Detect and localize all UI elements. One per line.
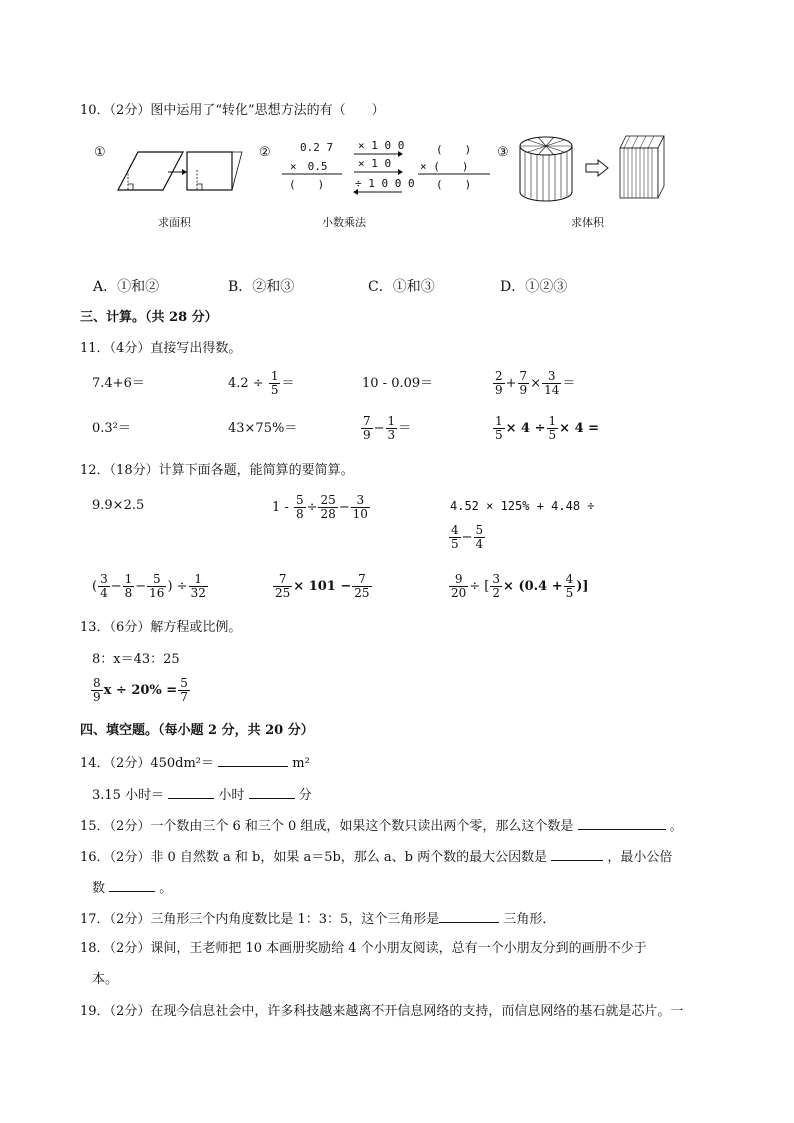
q12-a3-line2: $\frac{4}{5}$ − $\frac{5}{4}$ bbox=[451, 523, 484, 551]
fig2-op-1000: ÷ 1 0 0 0 bbox=[355, 177, 415, 190]
fig2-multiplier: × 0.5 bbox=[290, 160, 328, 173]
fig2-arrows bbox=[352, 150, 404, 196]
q11-b3: $\frac{7}{9}$ − $\frac{1}{3}$ ＝ bbox=[363, 414, 412, 442]
q13-e1: 8：x＝43：25 bbox=[92, 652, 180, 667]
q11-b1: 0.3²＝ bbox=[92, 421, 131, 436]
q17: 17．（2分）三角形三个内角度数比是 1：3：5，这个三角形是 三角形． bbox=[80, 908, 555, 929]
q11-b2: 43×75%＝ bbox=[228, 421, 298, 436]
section-4-heading: 四、填空题。（每小题 2 分，共 20 分） bbox=[80, 723, 314, 738]
q17-blank[interactable] bbox=[439, 908, 499, 923]
q12-b2: $\frac{7}{25}$ × 101 − $\frac{7}{25}$ bbox=[275, 572, 370, 600]
cylinder-to-cuboid-figure bbox=[516, 134, 668, 204]
q12-a2: 1 - $\frac{5}{8}$ ÷ $\frac{25}{28}$ − $\frac{3}{10}$ bbox=[272, 493, 368, 521]
q19-line1: 19．（2分）在现今信息社会中，许多科技越来越离不开信息网络的支持，而信息网络的基石就是芯片。一 bbox=[80, 1004, 684, 1019]
q16-line2: 数 。 bbox=[92, 877, 172, 898]
q18-line2: 本。 bbox=[92, 972, 119, 987]
fig2-result-blank-3: ( ) bbox=[436, 178, 472, 191]
fig2-result-blank-2: × ( ) bbox=[420, 160, 469, 173]
section-3-heading: 三、计算。（共 28 分） bbox=[80, 310, 218, 325]
fig1-caption: 求面积 bbox=[158, 216, 191, 229]
q11-a4: $\frac{2}{9}$ + $\frac{7}{9}$ × $\frac{3}{14}$ ＝ bbox=[495, 369, 576, 397]
q15: 15．（2分）一个数由三个 6 和三个 0 组成，如果这个数只读出两个零，那么这个数是 。 bbox=[80, 815, 683, 836]
q14-blank-3[interactable] bbox=[249, 784, 295, 799]
fig2-number: ② bbox=[259, 145, 271, 160]
fig2-product-blank: ( ) bbox=[289, 178, 325, 191]
q13-stem: 13．（6分）解方程或比例。 bbox=[80, 620, 242, 635]
q10-stem: 10．（2分）图中运用了“转化”思想方法的有（ ） bbox=[80, 103, 385, 118]
fig1-number: ① bbox=[94, 145, 106, 160]
parallelogram-to-rectangle-figure bbox=[98, 148, 248, 196]
q14-line2: 3.15 小时＝ 小时 分 bbox=[92, 784, 312, 805]
q12-a3-line1: 4.52 × 125% + 4.48 ÷ bbox=[450, 499, 595, 513]
q13-e2: $\frac{8}{9}$ x ÷ 20% = $\frac{5}{7}$ bbox=[93, 676, 188, 704]
q14-blank-1[interactable] bbox=[218, 752, 288, 767]
q18-line1: 18．（2分）课间，王老师把 10 本画册奖励给 4 个小朋友阅读，总有一个小朋友分到的画册不少于 bbox=[80, 941, 647, 956]
q11-a2: 4.2 ÷ $\frac{1}{5}$ ＝ bbox=[228, 369, 295, 397]
q14-blank-2[interactable] bbox=[168, 784, 214, 799]
q12-b3: $\frac{9}{20}$ ÷ [ $\frac{3}{2}$ × (0.4 + $\frac{4}{5}$ )] bbox=[451, 572, 589, 600]
q14-line1: 14．（2分）450dm²＝ m² bbox=[80, 752, 310, 773]
fig2-op-100: × 1 0 0 bbox=[358, 139, 405, 152]
q11-b4: $\frac{1}{5}$ × 4 ÷ $\frac{1}{5}$ × 4 = bbox=[495, 414, 600, 442]
q11-a3: 10 - 0.09＝ bbox=[362, 376, 434, 391]
q11-a1: 7.4+6＝ bbox=[92, 376, 145, 391]
fig2-result-blank-1: ( ) bbox=[436, 143, 472, 156]
q16-line1: 16．（2分）非 0 自然数 a 和 b，如果 a＝5b，那么 a、b 两个数的最大公因数是 ，最小公倍 bbox=[80, 846, 672, 867]
fig3-caption: 求体积 bbox=[571, 216, 604, 229]
q12-b1: ( $\frac{3}{4}$ − $\frac{1}{8}$ − $\frac{5}{16}$ ) ÷ $\frac{1}{32}$ bbox=[92, 572, 206, 600]
q16-blank-2[interactable] bbox=[109, 877, 155, 892]
option-a[interactable]: A．①和② bbox=[93, 279, 160, 295]
fig2-caption: 小数乘法 bbox=[322, 216, 366, 229]
fig2-multiplicand: 0.2 7 bbox=[300, 141, 334, 154]
fig3-number: ③ bbox=[497, 145, 509, 160]
fig2-op-10: × 1 0 bbox=[358, 157, 392, 170]
option-c[interactable]: C．①和③ bbox=[368, 279, 435, 295]
q11-stem: 11．（4分）直接写出得数。 bbox=[80, 341, 242, 356]
option-d[interactable]: D．①②③ bbox=[500, 279, 568, 295]
q12-a1: 9.9×2.5 bbox=[92, 498, 145, 513]
q12-stem: 12．（18分）计算下面各题，能简算的要简算。 bbox=[80, 463, 354, 478]
q16-blank-1[interactable] bbox=[551, 846, 603, 861]
q15-blank[interactable] bbox=[578, 815, 666, 830]
option-b[interactable]: B．②和③ bbox=[228, 279, 295, 295]
